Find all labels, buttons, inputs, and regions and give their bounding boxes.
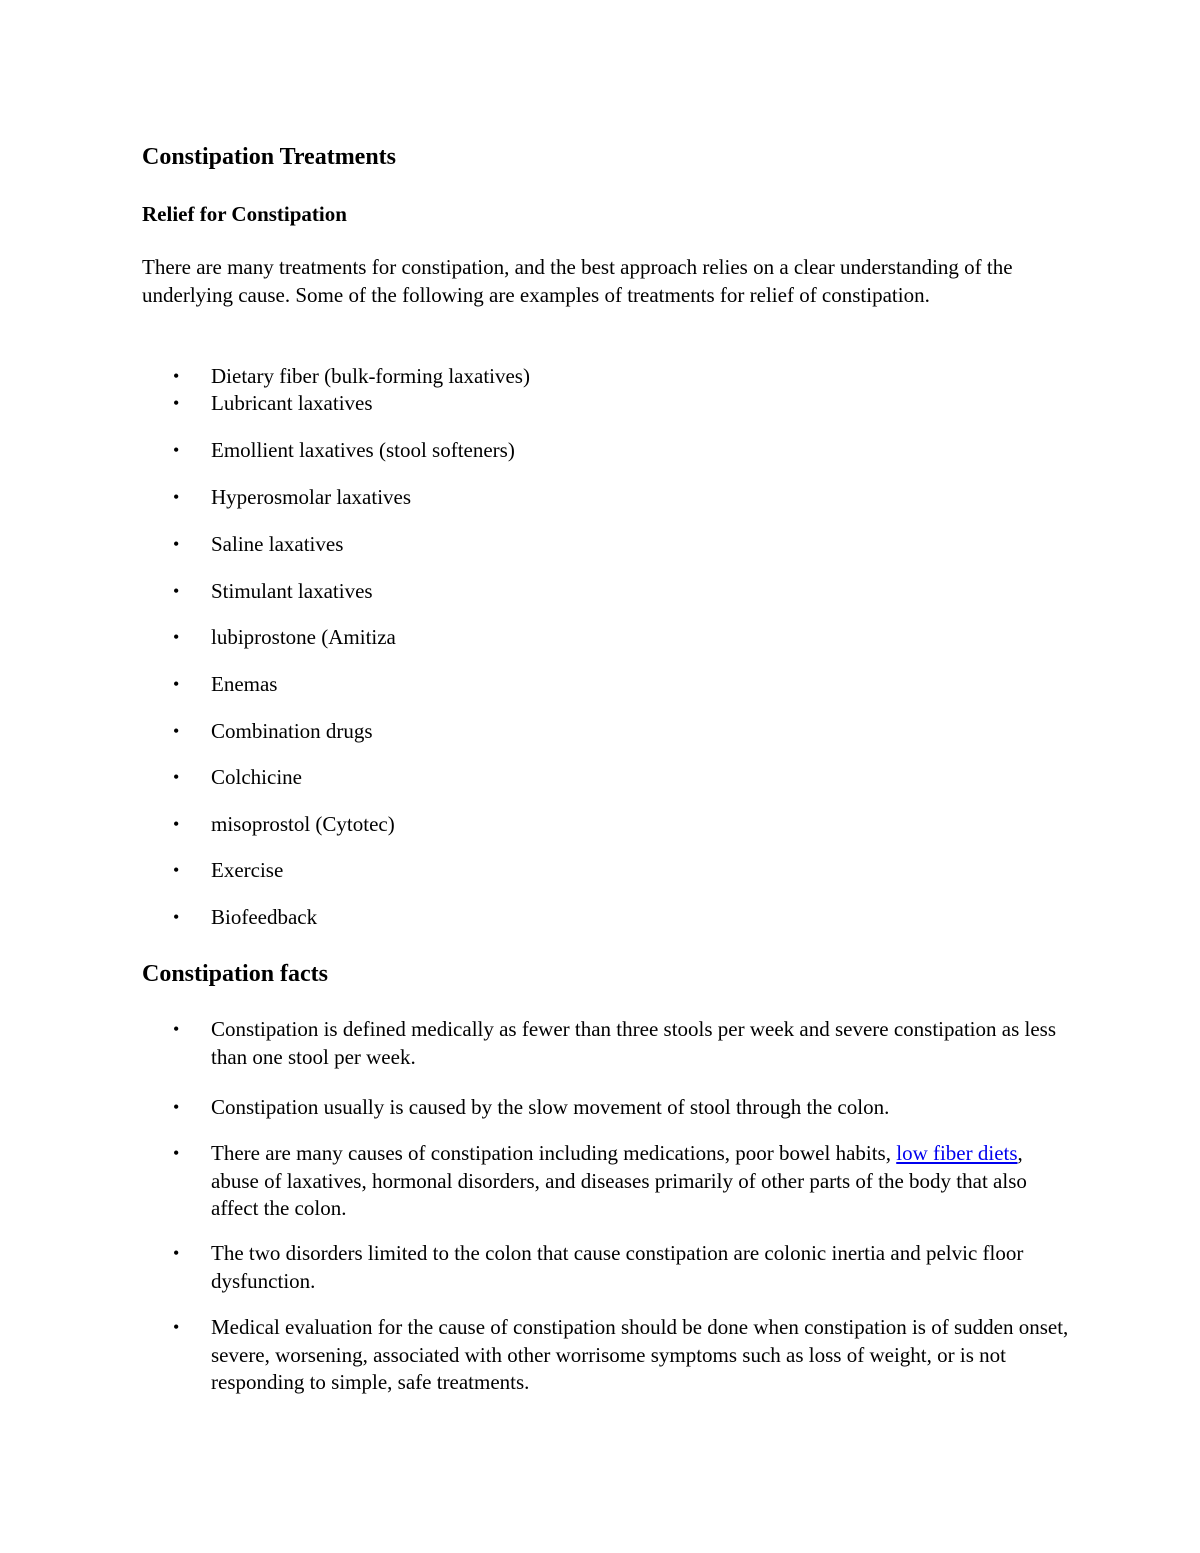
- facts-heading: Constipation facts: [142, 961, 329, 987]
- list-item: • Colchicine: [211, 764, 1071, 792]
- list-item: • Hyperosmolar laxatives: [211, 484, 1071, 512]
- list-item: • Stimulant laxatives: [211, 578, 1071, 606]
- list-item: • Constipation usually is caused by the slow movement of stool through the colon.: [211, 1094, 1071, 1122]
- bullet-icon: •: [173, 721, 180, 741]
- list-item: • lubiprostone (Amitiza: [211, 624, 1071, 652]
- list-item: • The two disorders limited to the colon that cause constipation are colonic inertia and pelvic floor dysfunction.: [173, 1241, 1024, 1293]
- list-item: • Enemas: [211, 671, 1071, 699]
- bullet-icon: •: [173, 907, 180, 927]
- bullet-icon: •: [173, 440, 180, 460]
- page-title: Constipation Treatments: [142, 144, 397, 170]
- bullet-icon: •: [173, 366, 180, 386]
- list-item: • Emollient laxatives (stool softeners): [211, 437, 1071, 465]
- list-item: • Biofeedback: [211, 904, 1071, 932]
- bullet-icon: •: [173, 627, 180, 647]
- bullet-icon: •: [173, 814, 180, 834]
- section-subtitle: Relief for Constipation: [142, 202, 347, 226]
- list-item: • Medical evaluation for the cause of constipation should be done when constipation is of sudden onset, severe, worsening, associated with other worrisome symptoms such as loss of weight, or is not responding to simple, safe treatments.: [173, 1315, 1069, 1394]
- intro-paragraph: There are many treatments for constipation, and the best approach relies on a clear understanding of the underlying cause. Some of the following are examples of treatments for relief of constipation.: [142, 255, 1013, 307]
- low-fiber-diets-link[interactable]: low fiber diets: [896, 1141, 1018, 1165]
- bullet-icon: •: [173, 393, 180, 413]
- bullet-icon: •: [173, 1019, 180, 1039]
- bullet-icon: •: [173, 1243, 180, 1263]
- list-item: • misoprostol (Cytotec): [211, 811, 1071, 839]
- bullet-icon: •: [173, 767, 180, 787]
- bullet-icon: •: [173, 534, 180, 554]
- list-item: • Exercise: [211, 857, 1071, 885]
- bullet-icon: •: [173, 581, 180, 601]
- bullet-icon: •: [173, 860, 180, 880]
- list-item: • Constipation is defined medically as fewer than three stools per week and severe constipation as less than one stool per week.: [173, 1017, 1057, 1069]
- bullet-icon: •: [173, 1317, 180, 1337]
- list-item: • Dietary fiber (bulk-forming laxatives): [211, 363, 1071, 391]
- bullet-icon: •: [173, 487, 180, 507]
- list-item: • Combination drugs: [211, 718, 1071, 746]
- list-item: • Saline laxatives: [211, 531, 1071, 559]
- list-item: • Lubricant laxatives: [211, 390, 1071, 418]
- bullet-icon: •: [173, 1097, 180, 1117]
- bullet-icon: •: [173, 674, 180, 694]
- bullet-icon: •: [173, 1143, 180, 1163]
- list-item: • There are many causes of constipation including medications, poor bowel habits, low fiber diets, abuse of laxatives, hormonal disorders, and diseases primarily of other parts of the body that also affect the colon.: [173, 1141, 1027, 1220]
